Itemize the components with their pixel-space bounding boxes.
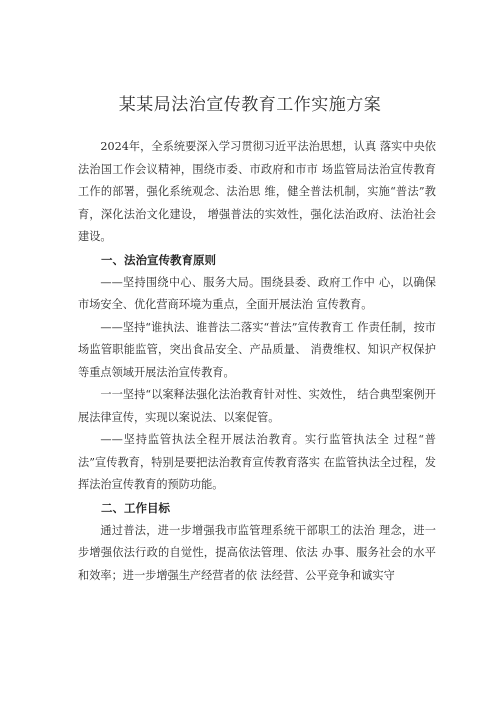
- document-body: [78, 136, 436, 587]
- goals-paragraph: 通过普法，进一步增强我市监管理系统干部职工的法治 理念，进一步增强依法行政的自觉性，提高依法管理、依法 办事、服务社会的水平和效率；进一步增强生产经营者的依 法经营、公平竞争和诚实守: [78, 523, 436, 582]
- document-title: 某某局法治宣传教育工作实施方案: [118, 95, 382, 115]
- section-heading-goals: 二、工作目标: [101, 500, 170, 515]
- principle-paragraph: ——坚持监管执法全程开展法治教育。实行监管执法全 过程“普法”宣传教育，特别是要把法治教育宣传教育落实 在监管执法全过程，发挥法治宣传教育的预防功能。: [78, 433, 436, 491]
- section-heading-principles: 一、法治宣传教育原则: [101, 252, 216, 267]
- intro-paragraph: 2024年，全系统要深入学习贯彻习近平法治思想，认真 落实中央依法治国工作会议精神，围绕市委、市政府和市市 场监管局法治宣传教育工作的部署，强化系统观念、法治思 维，健全普法机制，实施“普法”教育，深化法治文化建设， 增强普法的实效性，强化法治政府、法治社会建设。: [78, 140, 436, 243]
- principle-paragraph: ——坚持“谁执法、谁普法二落实“普法”宣传教育工 作责任制，按市场监管职能监管，突出食品安全、产品质量、 消费维权、知识产权保护等重点领域开展法治宣传教育。: [78, 320, 436, 379]
- principle-paragraph: 一一坚持“以案释法强化法治教育针对性、实效性， 结合典型案例开展法律宣传，实现以案说法、以案促管。: [78, 388, 436, 424]
- principle-paragraph: ——坚持围绕中心、服务大局。围绕县委、政府工作中 心，以确保市场安全、优化营商环境为重点，全面开展法治 宣传教育。: [78, 275, 436, 311]
